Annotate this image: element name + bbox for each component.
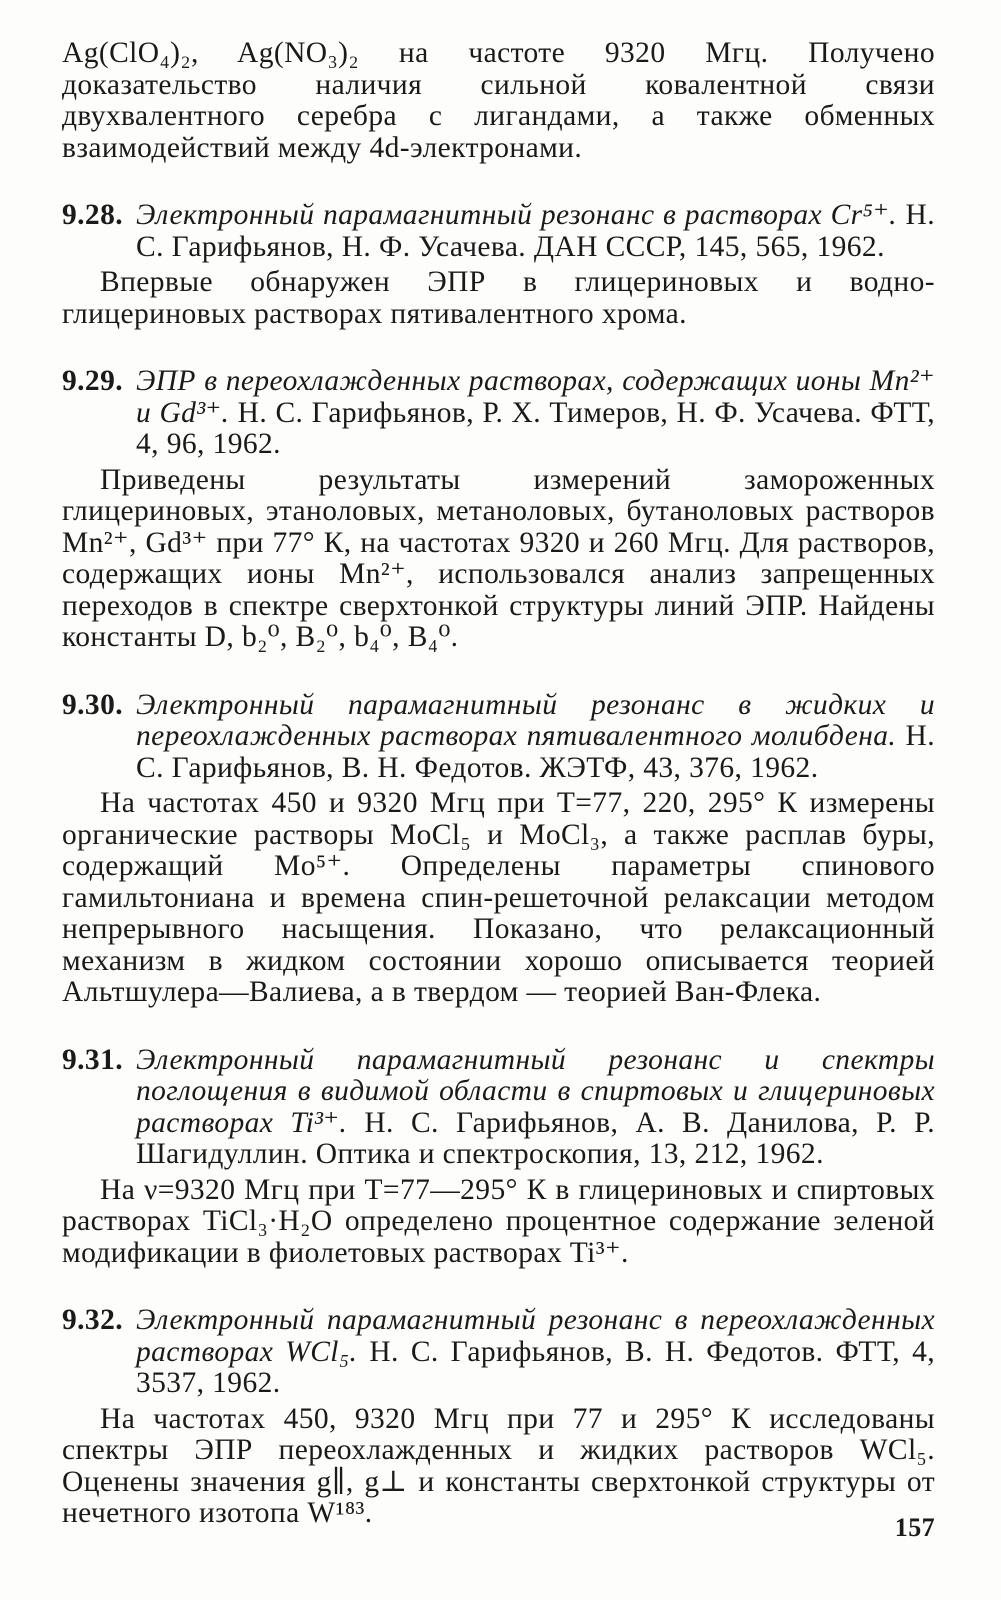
entry-number: 9.30. — [62, 688, 123, 721]
entry-number: 9.31. — [62, 1043, 123, 1076]
entry-title: Электронный парамагнитный резонанс в жидких и переохлажденных растворах пятивалентного молибдена. — [136, 688, 935, 752]
entry-title: Электронный парамагнитный резонанс в растворах Cr⁵⁺. — [136, 199, 897, 231]
entry-header — [62, 690, 935, 785]
entry-header — [62, 366, 935, 461]
entry-9-30 — [62, 690, 935, 1009]
entry-abstract: Впервые обнаружен ЭПР в глицериновых и водно-глицериновых растворах пятивалентного хрома. — [62, 266, 935, 330]
entry-citation: Н. С. Гарифьянов, А. В. Данилова, Р. Р. Шагидуллин. Оптика и спектроскопия, 13, 212, 1962. — [136, 1106, 935, 1170]
entry-abstract: На частотах 450, 9320 Мгц при 77 и 295° К исследованы спектры ЭПР переохлажденных и жидких растворов WCl₅. Оценены значения g∥, g⊥ и константы сверхтонкой структуры от нечетного изотопа W¹⁸³. — [62, 1402, 935, 1529]
entry-9-29 — [62, 366, 935, 654]
entry-citation: Н. С. Гарифьянов, Н. Ф. Усачева. ДАН СССР, 145, 565, 1962. — [136, 199, 936, 263]
entry-number: 9.29. — [62, 365, 123, 397]
entry-9-31 — [62, 1045, 935, 1270]
entry-header — [62, 1305, 935, 1400]
entry-header — [62, 1045, 935, 1171]
entry-abstract: Приведены результаты измерений замороженных глицериновых, этаноловых, метаноловых, бутаноловых растворов Mn²⁺, Gd³⁺ при 77° К, на частотах 9320 и 260 Мгц. Для растворов, содержащих ионы Mn²⁺, использовался анализ запрещенных переходов в спектре сверхтонкой структуры линий ЭПР. Найдены константы D, b₂⁰, B₂⁰, b₄⁰, B₄⁰. — [62, 463, 935, 653]
entry-number: 9.32. — [62, 1304, 123, 1336]
entry-header — [62, 200, 935, 263]
intro-paragraph: Ag(ClO₄)₂, Ag(NO₃)₂ на частоте 9320 Мгц. Получено доказательство наличия сильной ковалентной связи двухвалентного серебра с лигандами, а также обменных взаимодействий между 4d-электронами. — [62, 37, 935, 164]
entry-title: ЭПР в переохлажденных растворах, содержащих ионы Mn²⁺ и Gd³⁺. — [136, 365, 935, 429]
entry-9-32 — [62, 1305, 935, 1530]
entry-abstract: На ν=9320 Мгц при T=77—295° К в глицериновых и спиртовых растворах TiCl₃·H₂O определено процентное содержание зеленой модификации в фиолетовых растворах Ti³⁺. — [62, 1173, 935, 1269]
page-number: 157 — [894, 1513, 935, 1542]
entry-9-28 — [62, 200, 935, 330]
entry-abstract: На частотах 450 и 9320 Мгц при T=77, 220, 295° К измерены органические растворы MoCl₅ и MoCl₃, а также расплав буры, содержащий Mo⁵⁺. Определены параметры спинового гамильтониана и времена спин-решеточной релаксации методом непрерывного насыщения. Показано, что релаксационный механизм в жидком состоянии хорошо описывается теорией Альтшулера—Валиева, а в твердом — теорией Ван-Флека. — [62, 787, 935, 1008]
entry-number: 9.28. — [62, 199, 123, 231]
entry-citation: Н. С. Гарифьянов, В. Н. Федотов. ФТТ, 4, 3537, 1962. — [136, 1335, 935, 1399]
entry-title: Электронный парамагнитный резонанс и спектры поглощения в видимой области в спиртовых и глицериновых растворах Ti³⁺. — [136, 1043, 935, 1139]
entry-citation: Н. С. Гарифьянов, В. Н. Федотов. ЖЭТФ, 43, 376, 1962. — [136, 720, 936, 784]
entry-citation: Н. С. Гарифьянов, Р. Х. Тимеров, Н. Ф. Усачева. ФТТ, 4, 96, 1962. — [136, 396, 935, 460]
entry-title: Электронный парамагнитный резонанс в переохлажденных растворах WCl₅. — [136, 1304, 935, 1368]
